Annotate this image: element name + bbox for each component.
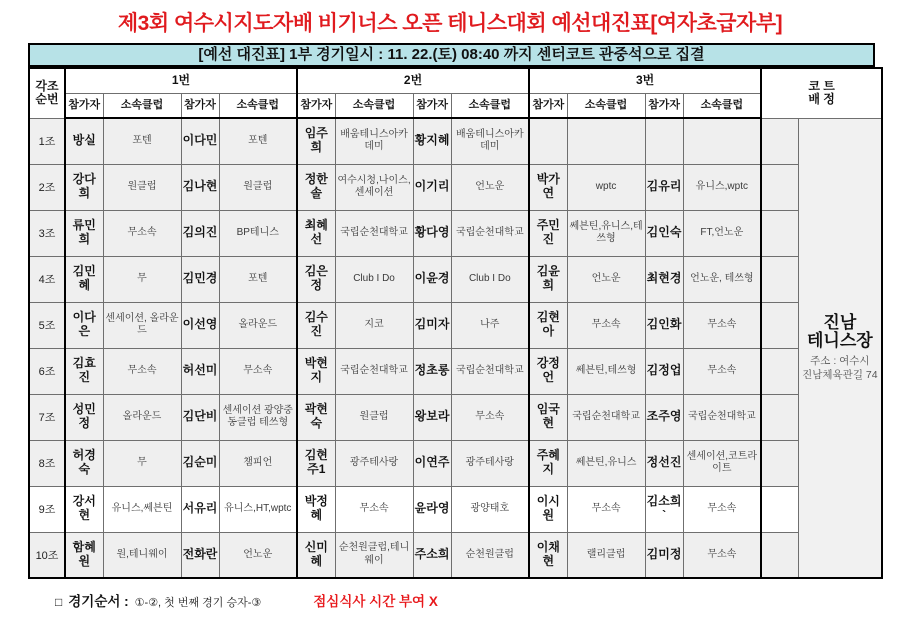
club-col-header: 소속클럽 xyxy=(451,93,529,118)
group-number-cell: 10조 xyxy=(29,532,65,578)
player-col-header: 참가자 xyxy=(297,93,335,118)
court-per-row-cell xyxy=(761,210,798,256)
player-club-cell: 원,테니웨이 xyxy=(103,532,181,578)
player-club-cell: 무소속 xyxy=(219,348,297,394)
player-name-cell: 박정혜 xyxy=(297,486,335,532)
section-2-header: 2번 xyxy=(297,68,529,93)
match-order-detail: ①-②, 첫 번째 경기 승자-③ xyxy=(134,597,262,609)
table-row xyxy=(29,394,882,440)
court-header-line2: 배 정 xyxy=(808,92,835,107)
player-club-cell: 무소속 xyxy=(567,302,645,348)
table-row xyxy=(29,532,882,578)
player-name-cell: 조주영 xyxy=(645,394,683,440)
player-name-cell: 주소희 xyxy=(413,532,451,578)
player-name-cell: 임국현 xyxy=(529,394,567,440)
player-name-cell: 왕보라 xyxy=(413,394,451,440)
player-club-cell: 무소속 xyxy=(451,394,529,440)
player-club-cell: 무소속 xyxy=(683,532,761,578)
player-name-cell: 서유리 xyxy=(181,486,219,532)
player-name-cell: 이다민 xyxy=(181,118,219,164)
player-name-cell: 황다영 xyxy=(413,210,451,256)
player-club-cell: 배움테니스아카데미 xyxy=(451,118,529,164)
player-name-cell: 류민희 xyxy=(65,210,103,256)
player-name-cell: 강서현 xyxy=(65,486,103,532)
player-club-cell: 언노운 xyxy=(567,256,645,302)
player-club-cell: 언노운, 테쓰형 xyxy=(683,256,761,302)
court-per-row-cell xyxy=(761,532,798,578)
player-club-cell xyxy=(683,118,761,164)
player-club-cell: 랠리클럽 xyxy=(567,532,645,578)
club-col-header: 소속클럽 xyxy=(335,93,413,118)
court-assignment-header xyxy=(761,68,882,118)
player-club-cell: 지코 xyxy=(335,302,413,348)
player-club-cell: 국립순천대학교 xyxy=(567,394,645,440)
bracket-table xyxy=(28,67,883,579)
player-club-cell: 쎄븐틴,유니스,테쓰형 xyxy=(567,210,645,256)
player-name-cell: 이연주 xyxy=(413,440,451,486)
section-1-header: 1번 xyxy=(65,68,297,93)
player-name-cell: 김윤희 xyxy=(529,256,567,302)
player-name-cell: 방실 xyxy=(65,118,103,164)
section-header-row xyxy=(29,68,882,93)
player-club-cell: 국립순천대학교 xyxy=(451,348,529,394)
player-name-cell: 정선진 xyxy=(645,440,683,486)
player-name-cell: 김수진 xyxy=(297,302,335,348)
player-name-cell: 김단비 xyxy=(181,394,219,440)
player-name-cell: 윤라영 xyxy=(413,486,451,532)
player-name-cell: 허선미 xyxy=(181,348,219,394)
player-club-cell: 무소속 xyxy=(683,348,761,394)
player-club-cell: 국립순천대학교 xyxy=(335,348,413,394)
player-name-cell: 김순미 xyxy=(181,440,219,486)
club-col-header: 소속클럽 xyxy=(567,93,645,118)
player-name-cell: 김인화 xyxy=(645,302,683,348)
player-club-cell: FT,언노운 xyxy=(683,210,761,256)
group-number-cell: 5조 xyxy=(29,302,65,348)
schedule-banner: [예선 대진표] 1부 경기일시 : 11. 22.(토) 08:40 까지 센터코트 관중석으로 집결 xyxy=(28,43,875,67)
footer-note xyxy=(55,590,900,610)
player-club-cell: 무소속 xyxy=(567,486,645,532)
player-club-cell: 포텐 xyxy=(219,256,297,302)
player-club-cell: 광주테사랑 xyxy=(451,440,529,486)
club-col-header: 소속클럽 xyxy=(683,93,761,118)
player-club-cell: 무소속 xyxy=(683,302,761,348)
player-club-cell: 원클럽 xyxy=(219,164,297,210)
court-assignment-cell xyxy=(798,118,882,578)
player-club-cell: Club I Do xyxy=(335,256,413,302)
player-col-header: 참가자 xyxy=(413,93,451,118)
player-name-cell: 주민진 xyxy=(529,210,567,256)
court-per-row-cell xyxy=(761,348,798,394)
court-per-row-cell xyxy=(761,486,798,532)
table-row xyxy=(29,256,882,302)
group-number-cell: 3조 xyxy=(29,210,65,256)
section-3-header: 3번 xyxy=(529,68,761,93)
table-row xyxy=(29,210,882,256)
player-club-cell: wptc xyxy=(567,164,645,210)
club-col-header: 소속클럽 xyxy=(103,93,181,118)
venue-address: 주소 : 여수시 진남체육관길 74 xyxy=(802,355,878,381)
group-number-cell: 9조 xyxy=(29,486,65,532)
player-name-cell: 강정언 xyxy=(529,348,567,394)
player-name-cell: 김현주1 xyxy=(297,440,335,486)
player-name-cell: 황지혜 xyxy=(413,118,451,164)
player-col-header: 참가자 xyxy=(529,93,567,118)
player-name-cell: 이시원 xyxy=(529,486,567,532)
player-name-cell: 전화란 xyxy=(181,532,219,578)
player-name-cell: 김소희` xyxy=(645,486,683,532)
lunch-notice: 점심식사 시간 부여 X xyxy=(313,594,438,609)
player-name-cell: 곽현숙 xyxy=(297,394,335,440)
player-col-header: 참가자 xyxy=(645,93,683,118)
group-number-cell: 8조 xyxy=(29,440,65,486)
player-name-cell: 최현경 xyxy=(645,256,683,302)
player-club-cell: 포텐 xyxy=(219,118,297,164)
player-name-cell: 김정업 xyxy=(645,348,683,394)
player-name-cell: 김은정 xyxy=(297,256,335,302)
group-number-cell: 7조 xyxy=(29,394,65,440)
player-club-cell: 무 xyxy=(103,256,181,302)
player-club-cell: 광양태호 xyxy=(451,486,529,532)
group-number-cell: 6조 xyxy=(29,348,65,394)
player-name-cell: 김효진 xyxy=(65,348,103,394)
player-club-cell xyxy=(567,118,645,164)
player-club-cell: 언노운 xyxy=(451,164,529,210)
player-name-cell: 박가연 xyxy=(529,164,567,210)
court-per-row-cell xyxy=(761,440,798,486)
player-name-cell: 주혜지 xyxy=(529,440,567,486)
player-name-cell: 강다희 xyxy=(65,164,103,210)
player-club-cell: 센세이션,코트라이트 xyxy=(683,440,761,486)
player-name-cell: 신미혜 xyxy=(297,532,335,578)
player-club-cell: 국립순천대학교 xyxy=(683,394,761,440)
player-club-cell: 무소속 xyxy=(683,486,761,532)
court-header-line1: 코 트 xyxy=(808,79,835,94)
player-name-cell xyxy=(645,118,683,164)
player-name-cell: 이윤경 xyxy=(413,256,451,302)
table-row xyxy=(29,164,882,210)
player-club-cell: 순천원클럽 xyxy=(451,532,529,578)
player-club-cell: 포텐 xyxy=(103,118,181,164)
group-number-cell: 1조 xyxy=(29,118,65,164)
table-row xyxy=(29,302,882,348)
player-club-cell: 무 xyxy=(103,440,181,486)
player-club-cell: 원클럽 xyxy=(335,394,413,440)
player-name-cell: 김미정 xyxy=(645,532,683,578)
group-number-cell: 4조 xyxy=(29,256,65,302)
group-header-line1: 각조 xyxy=(35,79,59,94)
player-club-cell: 원클럽 xyxy=(103,164,181,210)
player-club-cell: 센세이션 광양중동클럽 테쓰형 xyxy=(219,394,297,440)
player-club-cell: 순천원클럽,테니웨이 xyxy=(335,532,413,578)
group-header-line2: 순번 xyxy=(35,92,59,107)
player-name-cell: 김현아 xyxy=(529,302,567,348)
player-club-cell: 광주테사랑 xyxy=(335,440,413,486)
court-per-row-cell xyxy=(761,164,798,210)
club-col-header: 소속클럽 xyxy=(219,93,297,118)
player-club-cell: 국립순천대학교 xyxy=(451,210,529,256)
player-club-cell: 올라운드 xyxy=(219,302,297,348)
player-club-cell: 쎄븐틴,테쓰형 xyxy=(567,348,645,394)
player-name-cell: 함혜원 xyxy=(65,532,103,578)
player-name-cell: 박현지 xyxy=(297,348,335,394)
player-club-cell: 언노운 xyxy=(219,532,297,578)
court-per-row-cell xyxy=(761,302,798,348)
player-name-cell: 김나현 xyxy=(181,164,219,210)
player-name-cell: 김민혜 xyxy=(65,256,103,302)
player-club-cell: 배움테니스아카데미 xyxy=(335,118,413,164)
player-name-cell: 김인숙 xyxy=(645,210,683,256)
player-name-cell: 김민경 xyxy=(181,256,219,302)
player-name-cell: 정한솔 xyxy=(297,164,335,210)
court-per-row-cell xyxy=(761,394,798,440)
checkbox-glyph: □ xyxy=(55,595,63,609)
player-name-cell: 정초롱 xyxy=(413,348,451,394)
player-club-cell: 센세이션, 올라운드 xyxy=(103,302,181,348)
table-row xyxy=(29,118,882,164)
player-club-cell: 유니스,HT,wptc xyxy=(219,486,297,532)
table-row xyxy=(29,348,882,394)
court-per-row-cell xyxy=(761,118,798,164)
player-club-cell: 챔피언 xyxy=(219,440,297,486)
table-row xyxy=(29,440,882,486)
player-club-cell: 여수시청,나이스,센세이션 xyxy=(335,164,413,210)
player-club-cell: Club I Do xyxy=(451,256,529,302)
player-name-cell: 이기리 xyxy=(413,164,451,210)
player-club-cell: 무소속 xyxy=(103,348,181,394)
player-club-cell: 쎄븐틴,유니스 xyxy=(567,440,645,486)
player-col-header: 참가자 xyxy=(181,93,219,118)
player-club-cell: 무소속 xyxy=(335,486,413,532)
player-club-cell: 국립순천대학교 xyxy=(335,210,413,256)
player-club-cell: BP테니스 xyxy=(219,210,297,256)
player-name-cell: 김의진 xyxy=(181,210,219,256)
bracket-table-body xyxy=(29,118,882,578)
player-name-cell: 이채현 xyxy=(529,532,567,578)
player-name-cell: 이선영 xyxy=(181,302,219,348)
player-col-header: 참가자 xyxy=(65,93,103,118)
player-name-cell: 성민정 xyxy=(65,394,103,440)
court-per-row-cell xyxy=(761,256,798,302)
column-header-row xyxy=(29,93,882,118)
group-number-cell: 2조 xyxy=(29,164,65,210)
player-name-cell: 김유리 xyxy=(645,164,683,210)
player-name-cell: 임주희 xyxy=(297,118,335,164)
player-name-cell xyxy=(529,118,567,164)
group-number-header xyxy=(29,68,65,118)
table-row xyxy=(29,486,882,532)
player-name-cell: 김미자 xyxy=(413,302,451,348)
player-name-cell: 이다은 xyxy=(65,302,103,348)
player-club-cell: 나주 xyxy=(451,302,529,348)
player-club-cell: 유니스,쎄븐틴 xyxy=(103,486,181,532)
player-club-cell: 무소속 xyxy=(103,210,181,256)
player-club-cell: 유니스,wptc xyxy=(683,164,761,210)
match-order-label: 경기순서 : xyxy=(68,594,129,609)
player-name-cell: 최혜선 xyxy=(297,210,335,256)
page-title: 제3회 여수시지도자배 비기너스 오픈 테니스대회 예선대진표[여자초급자부] xyxy=(117,12,783,35)
player-club-cell: 올라운드 xyxy=(103,394,181,440)
player-name-cell: 허경숙 xyxy=(65,440,103,486)
venue-name: 진남 테니스장 xyxy=(806,312,873,350)
